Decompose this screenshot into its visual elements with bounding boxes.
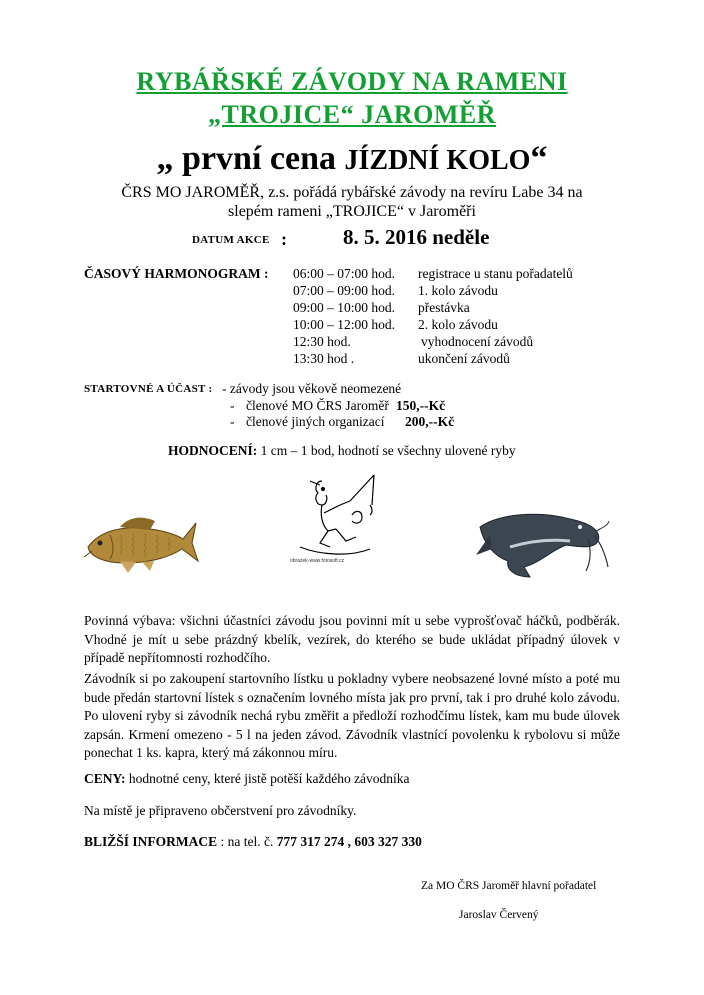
fisherman-cartoon [290,475,382,565]
title-line-1: RYBÁŘSKÉ ZÁVODY NA RAMENI [136,67,568,96]
contact-text: : na tel. č. [217,834,277,849]
schedule-time: 07:00 – 09:00 hod. [293,283,396,298]
fees-line-2-price: 150,--Kč [396,398,446,413]
prizes-text: hodnotné ceny, které jistě potěší každého závodníka [125,771,410,786]
schedule-activity: vyhodnocení závodů [421,334,534,349]
schedule-time: 10:00 – 12:00 hod. [293,317,396,332]
schedule-activity: přestávka [418,300,470,315]
title-line-2: „TROJICE“ JAROMĚŘ [207,100,496,129]
fees-label: STARTOVNÉ A ÚČAST : [84,383,213,395]
fees-line-3-price: 200,--Kč [405,414,455,429]
prizes [84,771,410,787]
scoring [168,443,516,459]
schedule-label: ČASOVÝ HARMONOGRAM : [84,266,269,281]
prizes-label: CENY: [84,771,126,786]
schedule-activity: registrace u stanu pořadatelů [418,266,573,281]
main-prize [0,140,704,178]
date-value: 8. 5. 2016 neděle [343,225,490,249]
scoring-label: HODNOCENÍ: [168,443,258,458]
carp-image [80,505,200,580]
prize-prefix: „ první cena [156,140,345,177]
schedule-activity: ukončení závodů [418,351,510,366]
schedule-activity: 2. kolo závodu [418,317,498,332]
fees-line-2-text: členové MO ČRS Jaroměř [246,398,389,413]
scoring-text: 1 cm – 1 bod, hodnotí se všechny ulovené ryby [257,443,516,458]
date-label: DATUM AKCE [192,234,270,246]
schedule-time: 09:00 – 10:00 hod. [293,300,396,315]
schedule-time: 12:30 hod. [293,334,351,349]
fees-line-3-text: členové jiných organizací [246,414,385,429]
date-colon: : [281,229,287,249]
intro-line-1: ČRS MO JAROMĚŘ, z.s. pořádá rybářské závody na revíru Labe 34 na [121,184,583,201]
intro [0,183,704,221]
fees-line-2-dash: - [230,398,235,413]
schedule-activity: 1. kolo závodu [418,283,498,298]
refreshments: Na místě je připraveno občerstvení pro závodníky. [84,803,357,818]
contact-phones: 777 317 274 , 603 327 330 [276,834,422,849]
contact [84,834,422,850]
prize-suffix: “ [530,140,548,177]
signature-line-1: Za MO ČRS Jaroměř hlavní pořadatel [421,880,597,892]
cartoon-caption: obrazek-www.fotosoft.cz [290,558,345,564]
catfish-image [470,505,610,580]
signature-line-2: Jaroslav Červený [459,909,539,921]
schedule-time: 06:00 – 07:00 hod. [293,266,396,281]
rules-paragraph: Závodník si po zakoupení startovního lístku u pokladny vybere neobsazené lovné místo a poté mu bude předán startovní lístek s označením lovného místa jak pro první, tak i pro druhé kolo závodu. Po ulovení ryby si závodník nechá rybu změřit a předloží rozhodčímu lístek, kam mu bude úlovek zapsán. Krmení omezeno - 5 l na jeden závod. Závodník vlastnící povolenku k rybolovu si může ponechat 1 ks. kapra, který má zákonnou míru. [84,671,620,760]
equipment-paragraph: Povinná výbava: všichni účastníci závodu jsou povinni mít u sebe vyprošťovač háčků, podběrák. Vhodné je mít u sebe prázdný kbelík, vezírek, do kterého se bude ukládat případný úlovek v případě nepřítomnosti rozhodčího. [84,613,620,665]
contact-label: BLIŽŠÍ INFORMACE [84,834,218,849]
intro-line-2: slepém rameni „TROJICE“ v Jaroměři [228,203,476,220]
fees-line-1: - závody jsou věkově neomezené [222,381,402,396]
fees-line-3-dash: - [230,414,235,429]
schedule-time: 13:30 hod . [293,351,355,366]
prize-item: JÍZDNÍ KOLO [344,145,531,176]
